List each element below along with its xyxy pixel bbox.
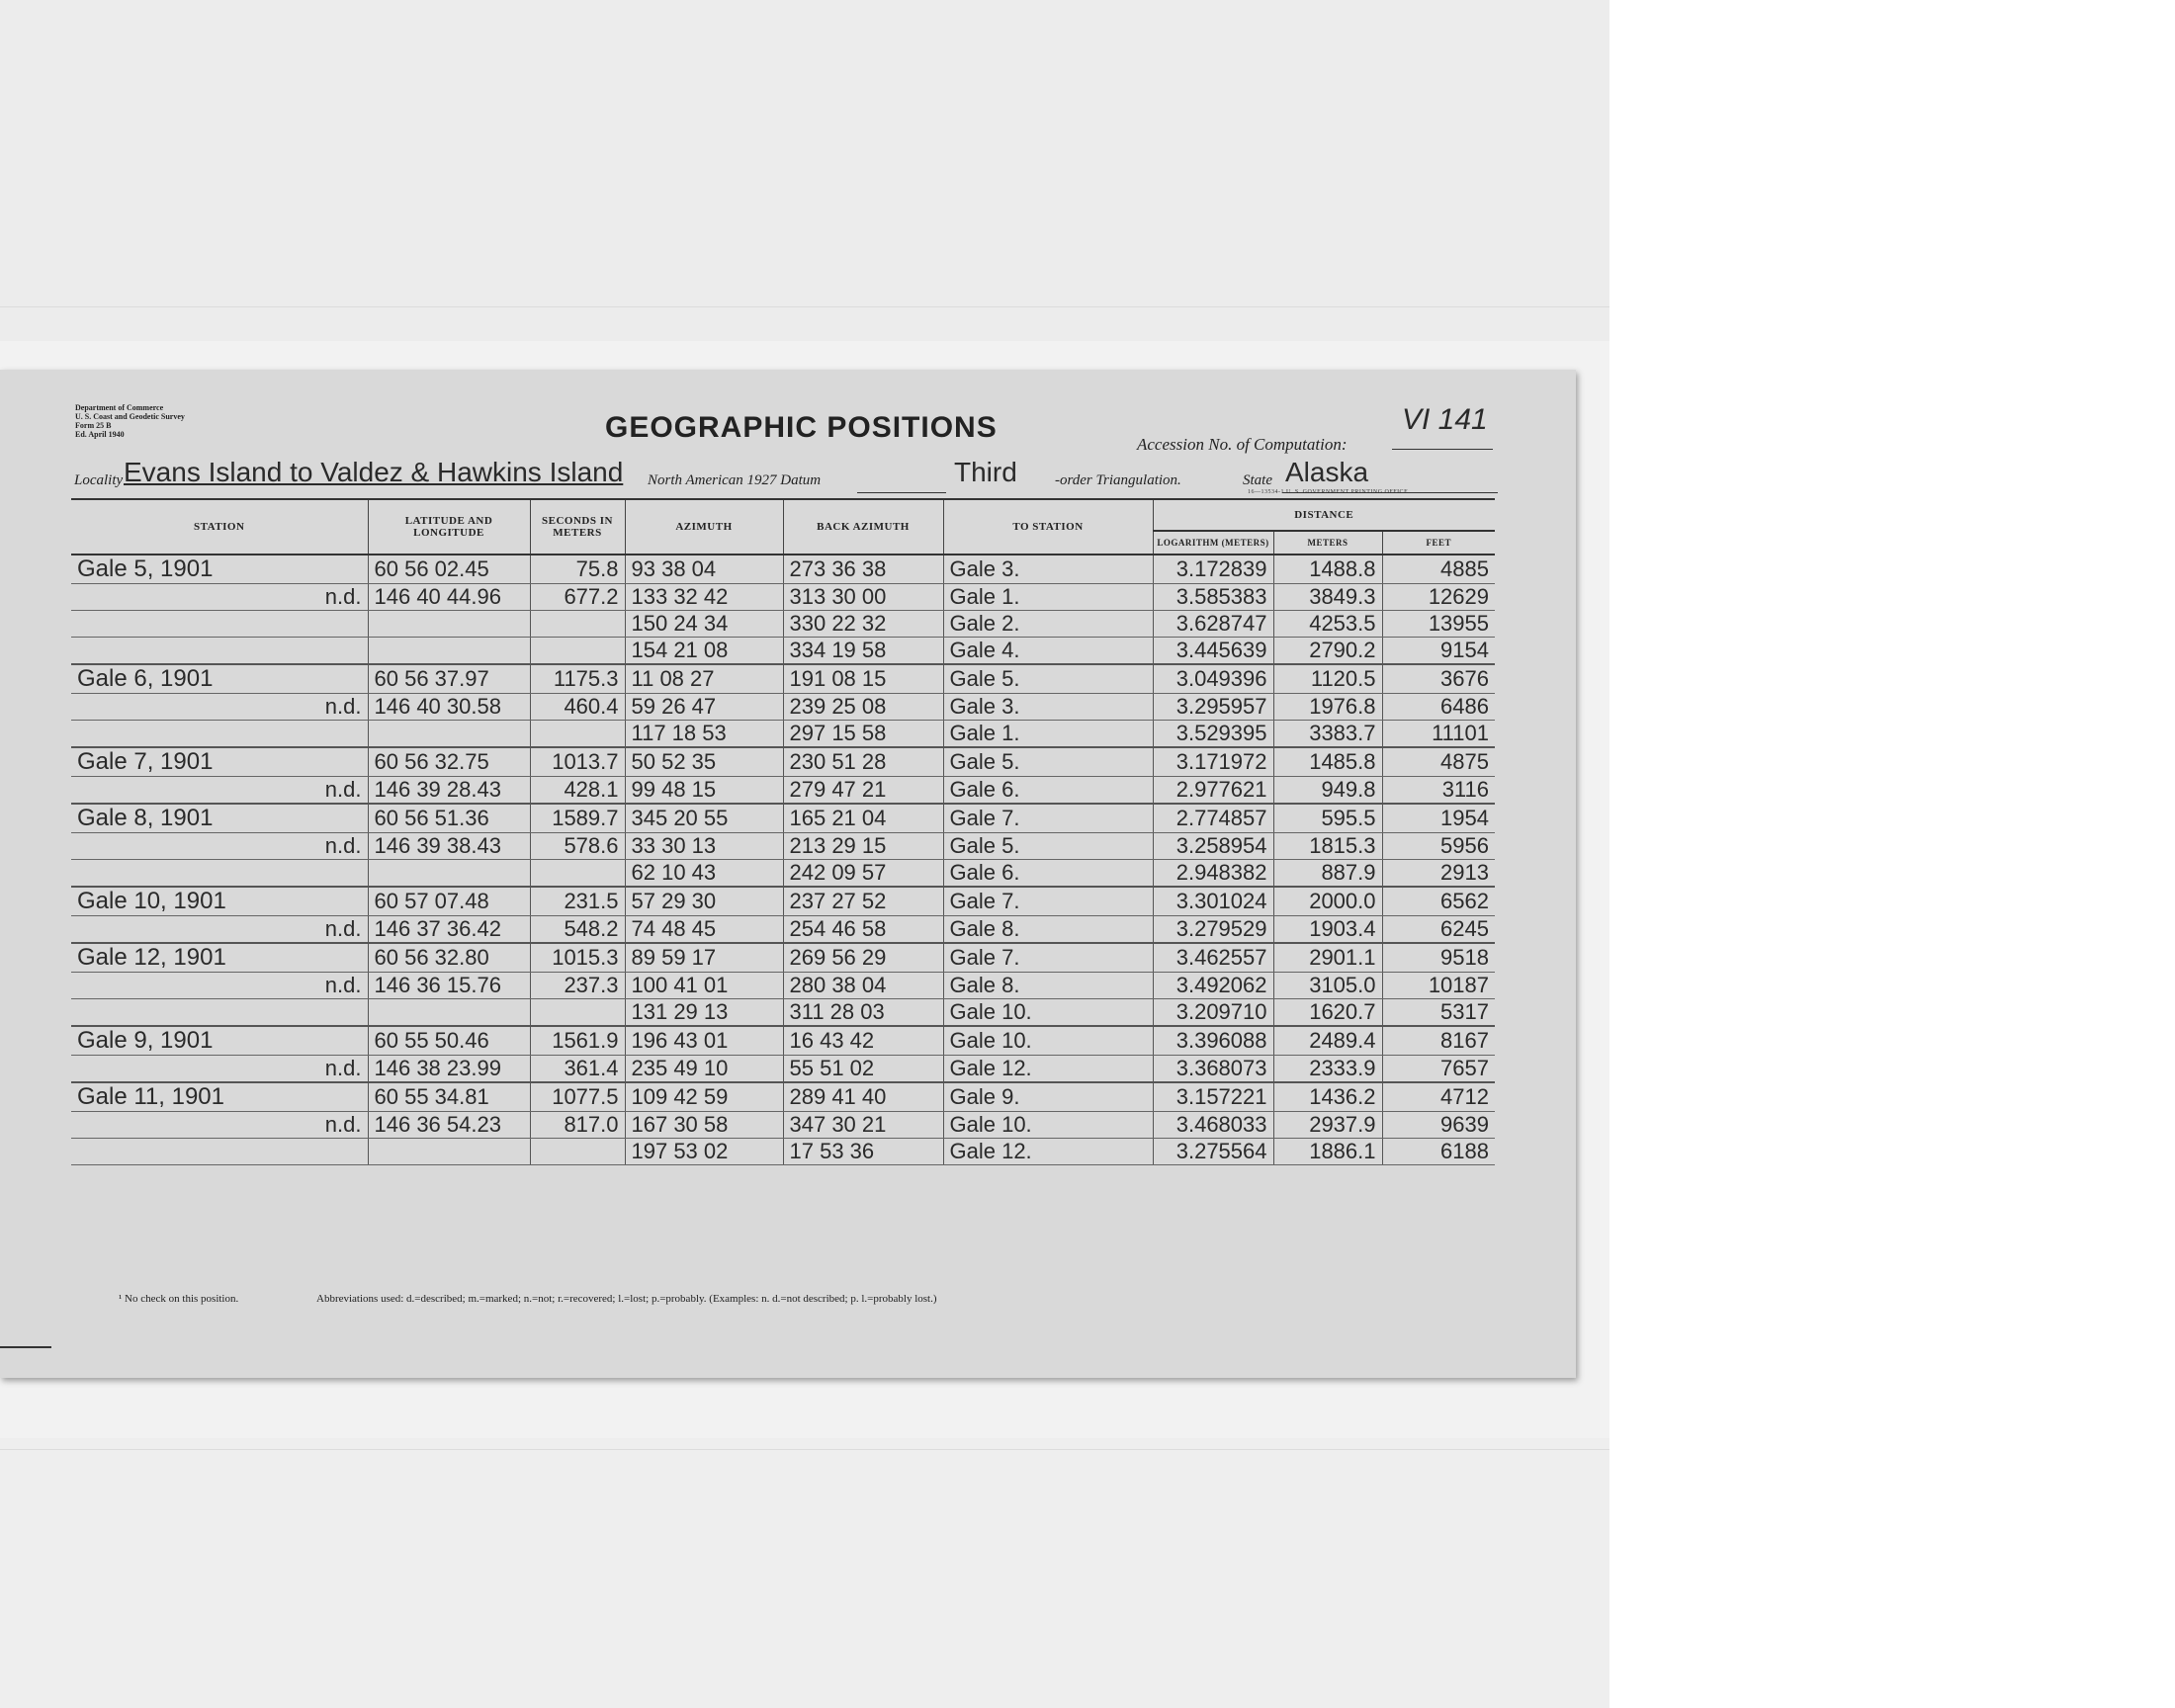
cell-back-azimuth: 242 09 57 xyxy=(783,860,943,888)
datum-underline xyxy=(857,492,946,493)
col-station: STATION xyxy=(71,499,368,555)
cell-to-station: Gale 3. xyxy=(943,694,1153,721)
cell-seconds: 1589.7 xyxy=(530,804,625,833)
cell-station: Gale 8, 1901 xyxy=(71,804,368,833)
cell-azimuth: 167 30 58 xyxy=(625,1112,783,1139)
cell-latlon xyxy=(368,611,530,638)
cell-meters: 1488.8 xyxy=(1273,555,1382,584)
cell-station: n.d. xyxy=(71,916,368,944)
cell-back-azimuth: 230 51 28 xyxy=(783,747,943,777)
table-row xyxy=(71,555,1495,584)
cell-station: n.d. xyxy=(71,973,368,999)
cell-feet: 6188 xyxy=(1382,1139,1495,1165)
cell-station: Gale 10, 1901 xyxy=(71,887,368,916)
cell-azimuth: 89 59 17 xyxy=(625,943,783,973)
cell-azimuth: 345 20 55 xyxy=(625,804,783,833)
cell-latlon xyxy=(368,638,530,665)
cell-seconds: 1077.5 xyxy=(530,1082,625,1112)
col-to-station: TO STATION xyxy=(943,499,1153,555)
cell-back-azimuth: 334 19 58 xyxy=(783,638,943,665)
cell-to-station: Gale 7. xyxy=(943,804,1153,833)
cell-azimuth: 154 21 08 xyxy=(625,638,783,665)
cell-latlon: 60 56 32.80 xyxy=(368,943,530,973)
cell-latlon: 60 56 51.36 xyxy=(368,804,530,833)
abbreviations-note: Abbreviations used: d.=described; m.=marked; n.=not; r.=recovered; l.=lost; p.=probably. (Examples: n. d.=not described; p. l.=probably lost.) xyxy=(316,1293,937,1305)
cell-seconds: 428.1 xyxy=(530,777,625,805)
cell-logarithm: 3.468033 xyxy=(1153,1112,1273,1139)
datum-label: North American 1927 Datum xyxy=(648,472,822,488)
cell-latlon: 146 40 30.58 xyxy=(368,694,530,721)
cell-back-azimuth: 273 36 38 xyxy=(783,555,943,584)
cell-seconds: 1561.9 xyxy=(530,1026,625,1056)
scan-edge-mark xyxy=(0,1346,51,1348)
cell-meters: 1120.5 xyxy=(1273,664,1382,694)
scan-guide-line xyxy=(0,1449,1610,1450)
cell-logarithm: 3.529395 xyxy=(1153,721,1273,748)
table-row xyxy=(71,916,1495,944)
cell-meters: 1485.8 xyxy=(1273,747,1382,777)
cell-back-azimuth: 55 51 02 xyxy=(783,1056,943,1083)
locality-label: Locality xyxy=(74,472,124,488)
cell-meters: 949.8 xyxy=(1273,777,1382,805)
cell-to-station: Gale 6. xyxy=(943,777,1153,805)
cell-logarithm: 3.157221 xyxy=(1153,1082,1273,1112)
state-label: State xyxy=(1243,472,1272,488)
cell-back-azimuth: 213 29 15 xyxy=(783,833,943,860)
cell-seconds: 677.2 xyxy=(530,584,625,611)
cell-to-station: Gale 8. xyxy=(943,916,1153,944)
cell-seconds xyxy=(530,611,625,638)
cell-seconds: 361.4 xyxy=(530,1056,625,1083)
cell-seconds: 578.6 xyxy=(530,833,625,860)
cell-latlon: 60 55 50.46 xyxy=(368,1026,530,1056)
cell-back-azimuth: 311 28 03 xyxy=(783,999,943,1027)
table-row xyxy=(71,943,1495,973)
cell-to-station: Gale 6. xyxy=(943,860,1153,888)
cell-azimuth: 57 29 30 xyxy=(625,887,783,916)
cell-logarithm: 3.301024 xyxy=(1153,887,1273,916)
cell-seconds xyxy=(530,860,625,888)
cell-azimuth: 33 30 13 xyxy=(625,833,783,860)
cell-back-azimuth: 17 53 36 xyxy=(783,1139,943,1165)
department-line: Department of Commerce xyxy=(75,403,164,412)
cell-azimuth: 59 26 47 xyxy=(625,694,783,721)
page-title: GEOGRAPHIC POSITIONS xyxy=(605,411,998,444)
cell-meters: 2937.9 xyxy=(1273,1112,1382,1139)
table-row xyxy=(71,860,1495,888)
cell-logarithm: 3.492062 xyxy=(1153,973,1273,999)
cell-back-azimuth: 165 21 04 xyxy=(783,804,943,833)
cell-meters: 1886.1 xyxy=(1273,1139,1382,1165)
cell-station xyxy=(71,999,368,1027)
cell-to-station: Gale 4. xyxy=(943,638,1153,665)
cell-feet: 10187 xyxy=(1382,973,1495,999)
cell-seconds: 548.2 xyxy=(530,916,625,944)
scan-background-bottom xyxy=(0,1438,1610,1708)
cell-to-station: Gale 1. xyxy=(943,721,1153,748)
table-row xyxy=(71,747,1495,777)
cell-logarithm: 3.462557 xyxy=(1153,943,1273,973)
accession-label: Accession No. of Computation: xyxy=(1137,435,1348,454)
scan-background-top xyxy=(0,0,1610,341)
cell-station xyxy=(71,1139,368,1165)
cell-logarithm: 2.977621 xyxy=(1153,777,1273,805)
cell-back-azimuth: 237 27 52 xyxy=(783,887,943,916)
order-value: Third xyxy=(954,457,1017,487)
col-azimuth: AZIMUTH xyxy=(625,499,783,555)
cell-back-azimuth: 269 56 29 xyxy=(783,943,943,973)
cell-feet: 7657 xyxy=(1382,1056,1495,1083)
cell-logarithm: 2.774857 xyxy=(1153,804,1273,833)
cell-to-station: Gale 7. xyxy=(943,887,1153,916)
cell-to-station: Gale 10. xyxy=(943,999,1153,1027)
cell-seconds xyxy=(530,721,625,748)
cell-station xyxy=(71,611,368,638)
cell-logarithm: 3.628747 xyxy=(1153,611,1273,638)
cell-seconds: 1013.7 xyxy=(530,747,625,777)
cell-back-azimuth: 16 43 42 xyxy=(783,1026,943,1056)
cell-to-station: Gale 5. xyxy=(943,833,1153,860)
cell-seconds: 817.0 xyxy=(530,1112,625,1139)
col-latlon: LATITUDE AND LONGITUDE xyxy=(368,499,530,555)
cell-back-azimuth: 279 47 21 xyxy=(783,777,943,805)
table-row xyxy=(71,999,1495,1027)
cell-azimuth: 150 24 34 xyxy=(625,611,783,638)
cell-azimuth: 11 08 27 xyxy=(625,664,783,694)
col-back-azimuth: BACK AZIMUTH xyxy=(783,499,943,555)
cell-latlon: 60 57 07.48 xyxy=(368,887,530,916)
positions-table xyxy=(71,498,1495,1165)
cell-to-station: Gale 5. xyxy=(943,664,1153,694)
cell-azimuth: 62 10 43 xyxy=(625,860,783,888)
table-row xyxy=(71,1082,1495,1112)
cell-seconds: 460.4 xyxy=(530,694,625,721)
table-row xyxy=(71,1139,1495,1165)
table-row xyxy=(71,1112,1495,1139)
cell-meters: 3383.7 xyxy=(1273,721,1382,748)
cell-latlon: 146 37 36.42 xyxy=(368,916,530,944)
table-row xyxy=(71,721,1495,748)
table-row xyxy=(71,694,1495,721)
cell-meters: 595.5 xyxy=(1273,804,1382,833)
cell-station xyxy=(71,638,368,665)
cell-feet: 9518 xyxy=(1382,943,1495,973)
cell-to-station: Gale 7. xyxy=(943,943,1153,973)
cell-feet: 9154 xyxy=(1382,638,1495,665)
cell-seconds xyxy=(530,999,625,1027)
locality-value: Evans Island to Valdez & Hawkins Island xyxy=(124,457,624,487)
table-row xyxy=(71,973,1495,999)
table-row xyxy=(71,804,1495,833)
cell-logarithm: 3.445639 xyxy=(1153,638,1273,665)
cell-azimuth: 197 53 02 xyxy=(625,1139,783,1165)
col-meters: METERS xyxy=(1273,531,1382,555)
cell-logarithm: 3.275564 xyxy=(1153,1139,1273,1165)
cell-meters: 2000.0 xyxy=(1273,887,1382,916)
cell-station xyxy=(71,860,368,888)
cell-to-station: Gale 2. xyxy=(943,611,1153,638)
cell-back-azimuth: 254 46 58 xyxy=(783,916,943,944)
cell-logarithm: 3.585383 xyxy=(1153,584,1273,611)
cell-azimuth: 100 41 01 xyxy=(625,973,783,999)
table-row xyxy=(71,833,1495,860)
department-line: Form 25 B xyxy=(75,421,112,430)
cell-feet: 3676 xyxy=(1382,664,1495,694)
cell-latlon xyxy=(368,1139,530,1165)
cell-station: n.d. xyxy=(71,1056,368,1083)
cell-meters: 3849.3 xyxy=(1273,584,1382,611)
table-row xyxy=(71,777,1495,805)
cell-logarithm: 3.209710 xyxy=(1153,999,1273,1027)
table-row xyxy=(71,584,1495,611)
cell-feet: 1954 xyxy=(1382,804,1495,833)
cell-latlon: 146 39 28.43 xyxy=(368,777,530,805)
cell-meters: 1903.4 xyxy=(1273,916,1382,944)
cell-latlon: 60 56 02.45 xyxy=(368,555,530,584)
cell-latlon: 146 36 15.76 xyxy=(368,973,530,999)
table-row xyxy=(71,638,1495,665)
department-line: Ed. April 1940 xyxy=(75,430,125,439)
cell-meters: 2901.1 xyxy=(1273,943,1382,973)
cell-logarithm: 3.049396 xyxy=(1153,664,1273,694)
cell-to-station: Gale 3. xyxy=(943,555,1153,584)
cell-meters: 2790.2 xyxy=(1273,638,1382,665)
cell-seconds: 231.5 xyxy=(530,887,625,916)
cell-meters: 887.9 xyxy=(1273,860,1382,888)
cell-logarithm: 3.396088 xyxy=(1153,1026,1273,1056)
cell-back-azimuth: 289 41 40 xyxy=(783,1082,943,1112)
cell-back-azimuth: 313 30 00 xyxy=(783,584,943,611)
accession-underline xyxy=(1392,449,1493,450)
cell-feet: 12629 xyxy=(1382,584,1495,611)
cell-meters: 2333.9 xyxy=(1273,1056,1382,1083)
cell-feet: 4875 xyxy=(1382,747,1495,777)
cell-meters: 2489.4 xyxy=(1273,1026,1382,1056)
table-row xyxy=(71,887,1495,916)
cell-to-station: Gale 9. xyxy=(943,1082,1153,1112)
footnote: ¹ No check on this position. xyxy=(119,1293,239,1305)
cell-to-station: Gale 10. xyxy=(943,1112,1153,1139)
cell-station: Gale 9, 1901 xyxy=(71,1026,368,1056)
cell-latlon: 146 39 38.43 xyxy=(368,833,530,860)
cell-feet: 4885 xyxy=(1382,555,1495,584)
cell-azimuth: 74 48 45 xyxy=(625,916,783,944)
cell-to-station: Gale 8. xyxy=(943,973,1153,999)
table-row xyxy=(71,1026,1495,1056)
cell-station: Gale 12, 1901 xyxy=(71,943,368,973)
cell-seconds xyxy=(530,638,625,665)
cell-logarithm: 2.948382 xyxy=(1153,860,1273,888)
cell-meters: 1620.7 xyxy=(1273,999,1382,1027)
cell-meters: 1976.8 xyxy=(1273,694,1382,721)
cell-seconds: 1015.3 xyxy=(530,943,625,973)
cell-latlon: 146 38 23.99 xyxy=(368,1056,530,1083)
cell-feet: 11101 xyxy=(1382,721,1495,748)
cell-station: Gale 11, 1901 xyxy=(71,1082,368,1112)
order-label: -order Triangulation. xyxy=(1055,472,1181,488)
cell-azimuth: 133 32 42 xyxy=(625,584,783,611)
cell-latlon xyxy=(368,721,530,748)
cell-to-station: Gale 10. xyxy=(943,1026,1153,1056)
cell-back-azimuth: 330 22 32 xyxy=(783,611,943,638)
cell-azimuth: 117 18 53 xyxy=(625,721,783,748)
cell-feet: 9639 xyxy=(1382,1112,1495,1139)
cell-logarithm: 3.172839 xyxy=(1153,555,1273,584)
document-sheet xyxy=(0,370,1576,1378)
cell-meters: 4253.5 xyxy=(1273,611,1382,638)
cell-azimuth: 50 52 35 xyxy=(625,747,783,777)
cell-station: Gale 6, 1901 xyxy=(71,664,368,694)
cell-latlon: 146 40 44.96 xyxy=(368,584,530,611)
col-logarithm: LOGARITHM (METERS) xyxy=(1153,531,1273,555)
cell-feet: 13955 xyxy=(1382,611,1495,638)
cell-seconds xyxy=(530,1139,625,1165)
cell-feet: 8167 xyxy=(1382,1026,1495,1056)
state-value: Alaska xyxy=(1285,457,1369,487)
cell-meters: 1815.3 xyxy=(1273,833,1382,860)
col-distance: DISTANCE xyxy=(1153,499,1495,531)
cell-logarithm: 3.295957 xyxy=(1153,694,1273,721)
cell-azimuth: 235 49 10 xyxy=(625,1056,783,1083)
cell-feet: 6486 xyxy=(1382,694,1495,721)
cell-station: n.d. xyxy=(71,833,368,860)
cell-latlon: 60 56 37.97 xyxy=(368,664,530,694)
cell-azimuth: 99 48 15 xyxy=(625,777,783,805)
locality-row xyxy=(74,457,1498,492)
cell-logarithm: 3.279529 xyxy=(1153,916,1273,944)
cell-feet: 4712 xyxy=(1382,1082,1495,1112)
cell-back-azimuth: 239 25 08 xyxy=(783,694,943,721)
table-row xyxy=(71,611,1495,638)
scan-guide-line xyxy=(0,306,1610,307)
cell-azimuth: 109 42 59 xyxy=(625,1082,783,1112)
cell-latlon: 60 55 34.81 xyxy=(368,1082,530,1112)
cell-station: Gale 5, 1901 xyxy=(71,555,368,584)
col-feet: FEET xyxy=(1382,531,1495,555)
cell-logarithm: 3.368073 xyxy=(1153,1056,1273,1083)
printing-office-note: 16—13534-1 U. S. GOVERNMENT PRINTING OFFICE xyxy=(1248,489,1409,495)
cell-station: n.d. xyxy=(71,584,368,611)
cell-meters: 1436.2 xyxy=(1273,1082,1382,1112)
department-header xyxy=(75,403,185,439)
cell-back-azimuth: 347 30 21 xyxy=(783,1112,943,1139)
cell-back-azimuth: 191 08 15 xyxy=(783,664,943,694)
table-row xyxy=(71,664,1495,694)
accession-value: VI 141 xyxy=(1402,403,1488,436)
cell-station: n.d. xyxy=(71,694,368,721)
cell-back-azimuth: 280 38 04 xyxy=(783,973,943,999)
cell-to-station: Gale 1. xyxy=(943,584,1153,611)
cell-seconds: 75.8 xyxy=(530,555,625,584)
col-seconds: SECONDS IN METERS xyxy=(530,499,625,555)
cell-feet: 3116 xyxy=(1382,777,1495,805)
cell-station xyxy=(71,721,368,748)
table-row xyxy=(71,1056,1495,1083)
cell-to-station: Gale 12. xyxy=(943,1056,1153,1083)
cell-azimuth: 93 38 04 xyxy=(625,555,783,584)
cell-latlon: 60 56 32.75 xyxy=(368,747,530,777)
cell-azimuth: 196 43 01 xyxy=(625,1026,783,1056)
cell-feet: 5956 xyxy=(1382,833,1495,860)
department-line: U. S. Coast and Geodetic Survey xyxy=(75,412,185,421)
cell-feet: 5317 xyxy=(1382,999,1495,1027)
cell-azimuth: 131 29 13 xyxy=(625,999,783,1027)
cell-station: n.d. xyxy=(71,777,368,805)
cell-latlon xyxy=(368,999,530,1027)
cell-feet: 2913 xyxy=(1382,860,1495,888)
cell-latlon xyxy=(368,860,530,888)
cell-to-station: Gale 12. xyxy=(943,1139,1153,1165)
cell-station: n.d. xyxy=(71,1112,368,1139)
cell-logarithm: 3.258954 xyxy=(1153,833,1273,860)
cell-seconds: 237.3 xyxy=(530,973,625,999)
cell-feet: 6562 xyxy=(1382,887,1495,916)
cell-to-station: Gale 5. xyxy=(943,747,1153,777)
cell-seconds: 1175.3 xyxy=(530,664,625,694)
cell-feet: 6245 xyxy=(1382,916,1495,944)
cell-station: Gale 7, 1901 xyxy=(71,747,368,777)
cell-back-azimuth: 297 15 58 xyxy=(783,721,943,748)
cell-meters: 3105.0 xyxy=(1273,973,1382,999)
cell-logarithm: 3.171972 xyxy=(1153,747,1273,777)
cell-latlon: 146 36 54.23 xyxy=(368,1112,530,1139)
